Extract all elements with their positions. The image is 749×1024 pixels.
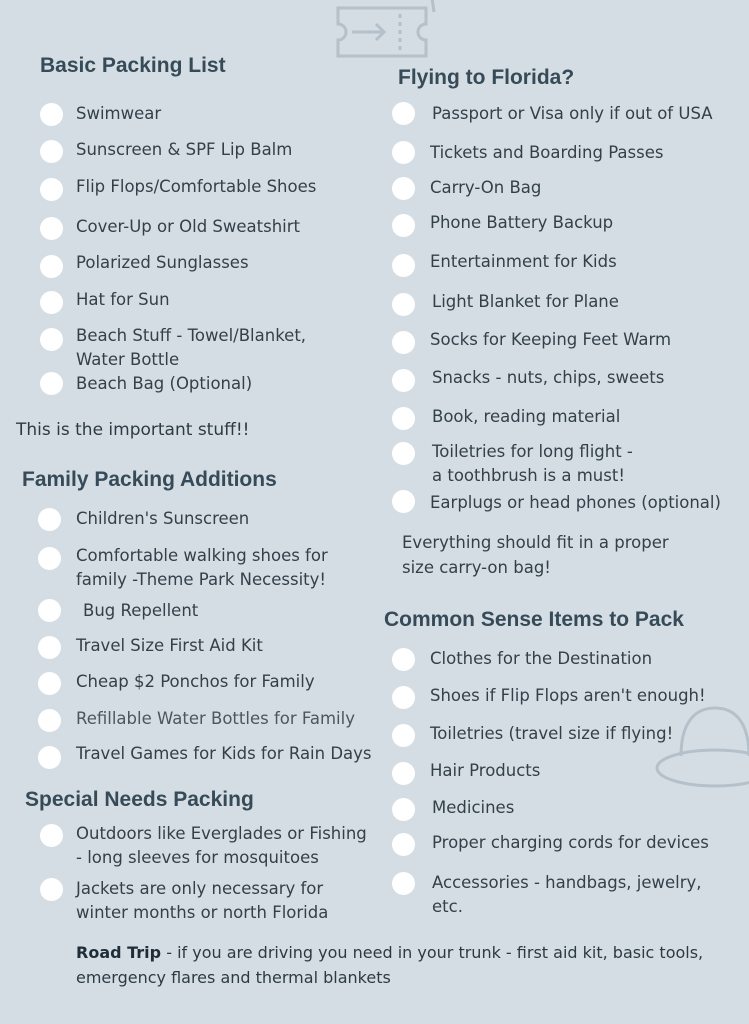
- checkbox[interactable]: [392, 648, 415, 671]
- checkbox[interactable]: [392, 833, 415, 856]
- checkbox[interactable]: [40, 824, 63, 847]
- checkbox[interactable]: [392, 177, 415, 200]
- list-item: Toiletries (travel size if flying!: [430, 724, 674, 743]
- family-heading: Family Packing Additions: [22, 468, 277, 491]
- checkbox[interactable]: [392, 293, 415, 316]
- checkbox[interactable]: [38, 599, 61, 622]
- checkbox[interactable]: [392, 762, 415, 785]
- list-item: Travel Games for Kids for Rain Days: [76, 744, 372, 763]
- list-item: Phone Battery Backup: [430, 213, 614, 232]
- list-item: Light Blanket for Plane: [432, 292, 619, 311]
- common-heading: Common Sense Items to Pack: [384, 608, 684, 631]
- list-item: Comfortable walking shoes for family -Theme Park Necessity!: [76, 546, 328, 589]
- list-item: Children's Sunscreen: [76, 509, 250, 528]
- checkbox[interactable]: [392, 442, 415, 465]
- list-item: Travel Size First Aid Kit: [76, 636, 263, 655]
- list-item: Bug Repellent: [83, 601, 199, 620]
- list-item: Clothes for the Destination: [430, 649, 653, 668]
- list-item: Cheap $2 Ponchos for Family: [76, 672, 315, 691]
- checkbox[interactable]: [38, 636, 61, 659]
- checkbox[interactable]: [392, 724, 415, 747]
- list-item: Outdoors like Everglades or Fishing - long sleeves for mosquitoes: [76, 824, 367, 867]
- list-item: Snacks - nuts, chips, sweets: [432, 368, 665, 387]
- list-item: Sunscreen & SPF Lip Balm: [76, 140, 293, 159]
- checkbox[interactable]: [40, 103, 63, 126]
- checkbox[interactable]: [392, 798, 415, 821]
- important-note: This is the important stuff!!: [16, 420, 250, 440]
- road-trip-text: - if you are driving you need in your trunk - first aid kit, basic tools, emergency flares and thermal blankets: [76, 943, 704, 987]
- list-item: Toiletries for long flight - a toothbrush is a must!: [432, 442, 633, 485]
- list-item: Proper charging cords for devices: [432, 833, 709, 852]
- checkbox[interactable]: [40, 878, 63, 901]
- checkbox[interactable]: [40, 140, 63, 163]
- list-item: Socks for Keeping Feet Warm: [430, 330, 672, 349]
- checkbox[interactable]: [40, 178, 63, 201]
- list-item: Carry-On Bag: [430, 178, 542, 197]
- list-item: Swimwear: [76, 104, 162, 123]
- checkbox[interactable]: [40, 255, 63, 278]
- checkbox[interactable]: [392, 686, 415, 709]
- checkbox[interactable]: [38, 672, 61, 695]
- checkbox[interactable]: [38, 709, 61, 732]
- list-item: Passport or Visa only if out of USA: [432, 104, 713, 123]
- list-item: Accessories - handbags, jewelry, etc.: [432, 873, 702, 916]
- ticket-icon: [330, 0, 440, 70]
- list-item: Beach Stuff - Towel/Blanket, Water Bottle: [76, 326, 307, 369]
- checkbox[interactable]: [40, 372, 63, 395]
- special-heading: Special Needs Packing: [25, 788, 254, 811]
- checkbox[interactable]: [392, 214, 415, 237]
- hat-icon: [655, 698, 749, 798]
- list-item: Jackets are only necessary for winter months or north Florida: [76, 879, 329, 922]
- carry-on-note: Everything should fit in a proper size carry-on bag!: [402, 533, 669, 577]
- list-item: Entertainment for Kids: [430, 252, 617, 271]
- basic-heading: Basic Packing List: [40, 54, 226, 77]
- list-item: Hat for Sun: [76, 290, 170, 309]
- list-item: Tickets and Boarding Passes: [430, 143, 664, 162]
- list-item: Polarized Sunglasses: [76, 253, 249, 272]
- checkbox[interactable]: [392, 407, 415, 430]
- checkbox[interactable]: [392, 254, 415, 277]
- list-item: Medicines: [432, 798, 515, 817]
- checkbox[interactable]: [40, 291, 63, 314]
- checkbox[interactable]: [392, 331, 415, 354]
- list-item: Hair Products: [430, 761, 541, 780]
- checkbox[interactable]: [392, 490, 415, 513]
- road-trip-note: [76, 940, 736, 990]
- checkbox[interactable]: [38, 508, 61, 531]
- list-item: Refillable Water Bottles for Family: [76, 709, 355, 728]
- checkbox[interactable]: [38, 746, 61, 769]
- checkbox[interactable]: [38, 547, 61, 570]
- list-item: Flip Flops/Comfortable Shoes: [76, 177, 317, 196]
- list-item: Earplugs or head phones (optional): [430, 493, 721, 512]
- checkbox[interactable]: [40, 217, 63, 240]
- list-item: Shoes if Flip Flops aren't enough!: [430, 686, 706, 705]
- checkbox[interactable]: [392, 369, 415, 392]
- list-item: Cover-Up or Old Sweatshirt: [76, 217, 301, 236]
- list-item: Book, reading material: [432, 407, 621, 426]
- road-trip-label: Road Trip: [76, 943, 162, 962]
- checkbox[interactable]: [392, 141, 415, 164]
- checkbox[interactable]: [40, 328, 63, 351]
- checkbox[interactable]: [392, 872, 415, 895]
- list-item: Beach Bag (Optional): [76, 374, 253, 393]
- flying-heading: Flying to Florida?: [398, 66, 575, 89]
- checkbox[interactable]: [392, 102, 415, 125]
